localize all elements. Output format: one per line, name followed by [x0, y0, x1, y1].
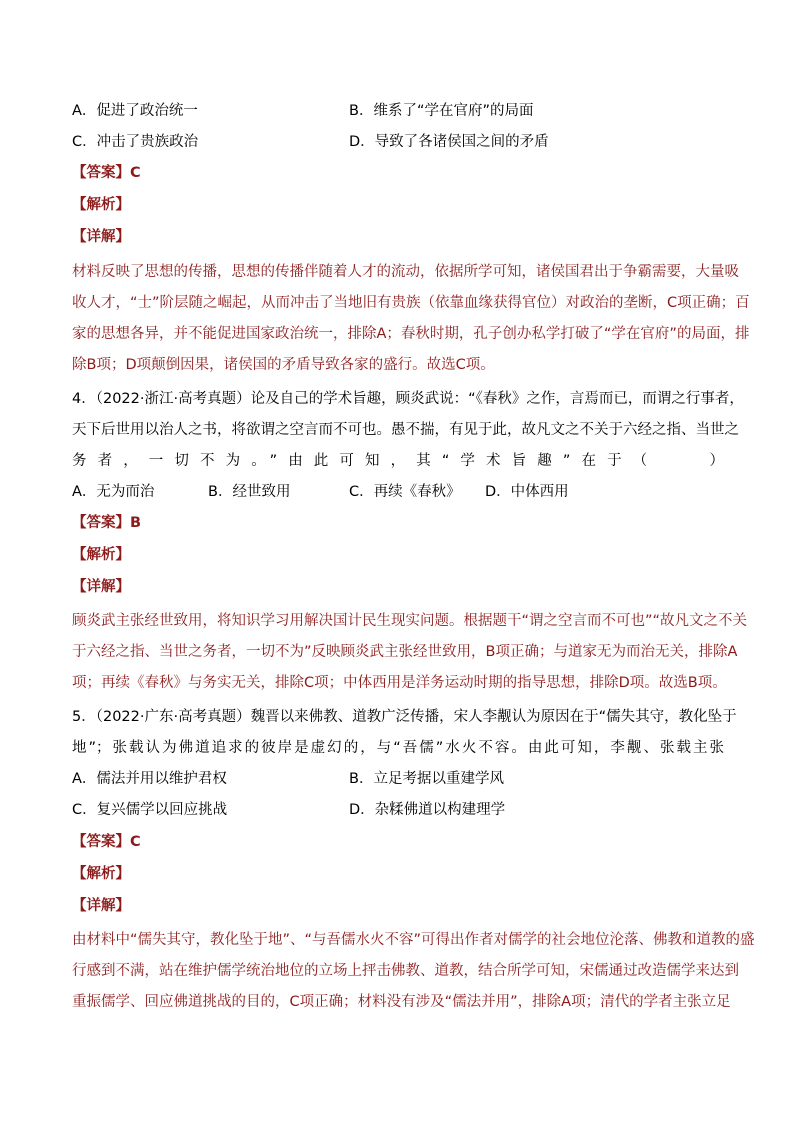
q5-explanation-line: 重振儒学、回应佛道挑战的目的，C项正确；材料没有涉及“儒法并用”，排除A项；清代的学者主张立足 — [72, 994, 731, 1010]
q5-analysis-heading: 【解析】 — [72, 866, 130, 882]
q5-option-a: A．儒法并用以维护君权 — [72, 771, 227, 787]
q3-option-a: A．促进了政治统一 — [72, 103, 198, 119]
q3-option-b: B．维系了“学在官府”的局面 — [349, 103, 534, 119]
q4-explanation — [72, 606, 748, 699]
q3-option-c: C．冲击了贵族政治 — [72, 134, 199, 150]
q3-explanation-line: 材料反映了思想的传播，思想的传播伴随着人才的流动，依据所学可知，诸侯国君出于争霸需要，大量吸 — [72, 264, 739, 280]
q4-stem-line: 4．（2022·浙江·高考真题）论及自己的学术旨趣，顾炎武说：“《春秋》之作，言焉而已，而谓之行事者， — [72, 391, 744, 407]
q5-stem-line: 5．（2022·广东·高考真题）魏晋以来佛教、道教广泛传播，宋人李觏认为原因在于“儒失其守，教化坠于 — [72, 709, 737, 725]
q4-option-d: D．中体西用 — [485, 484, 569, 500]
q3-answer: 【答案】C — [72, 165, 141, 181]
q3-detail-heading: 【详解】 — [72, 229, 130, 245]
q3-explanation-line: 除B项；D项颠倒因果，诸侯国的矛盾导致各家的盛行。故选C项。 — [72, 357, 495, 373]
q3-option-d: D．导致了各诸侯国之间的矛盾 — [349, 134, 549, 150]
q5-explanation-line: 行感到不满，站在维护儒学统治地位的立场上抨击佛教、道教，结合所学可知，宋儒通过改造儒学来达到 — [72, 963, 739, 979]
q4-stem-line: 务者，一切不为。”由此可知，其“学术旨趣”在于（ ） — [72, 453, 724, 469]
q5-answer: 【答案】C — [72, 834, 141, 850]
q5-explanation-line: 由材料中“儒失其守，教化坠于地”、“与吾儒水火不容”可得出作者对儒学的社会地位沦落、佛教和道教的盛 — [72, 932, 755, 948]
q4-option-b: B．经世致用 — [208, 484, 291, 500]
q4-option-a: A．无为而治 — [72, 484, 155, 500]
q5-detail-heading: 【详解】 — [72, 898, 130, 914]
q4-option-c: C．再续《春秋》 — [349, 484, 461, 500]
q4-explanation-line: 项；再续《春秋》与务实无关，排除C项；中体西用是洋务运动时期的指导思想，排除D项。故选B项。 — [72, 675, 727, 691]
q5-explanation — [72, 925, 755, 1018]
q4-detail-heading: 【详解】 — [72, 579, 130, 595]
q4-analysis-heading: 【解析】 — [72, 547, 130, 563]
q5-option-d: D．杂糅佛道以构建理学 — [349, 802, 506, 818]
q3-analysis-heading: 【解析】 — [72, 197, 130, 213]
q5-option-c: C．复兴儒学以回应挑战 — [72, 802, 228, 818]
q4-explanation-line: 顾炎武主张经世致用，将知识学习用解决国计民生现实问题。根据题干“谓之空言而不可也”“故凡文之不关 — [72, 613, 748, 629]
q4-answer: 【答案】B — [72, 515, 142, 531]
q4-stem — [72, 384, 744, 477]
q5-stem — [72, 702, 737, 764]
q3-explanation-line: 收人才，“士”阶层随之崛起，从而冲击了当地旧有贵族（依靠血缘获得官位）对政治的垄断，C项正确；百 — [72, 295, 750, 311]
q5-option-b: B．立足考据以重建学风 — [349, 771, 504, 787]
q4-stem-line: 天下后世用以治人之书，将欲谓之空言而不可也。愚不揣，有见于此，故凡文之不关于六经之指、当世之 — [72, 422, 739, 438]
q4-explanation-line: 于六经之指、当世之务者，一切不为”反映顾炎武主张经世致用，B项正确；与道家无为而治无关，排除A — [72, 644, 738, 660]
q5-stem-line: 地”；张载认为佛道追求的彼岸是虚幻的，与“吾儒”水火不容。由此可知，李觏、张载主张 — [72, 740, 724, 756]
q3-explanation-line: 家的思想各异，并不能促进国家政治统一，排除A；春秋时期，孔子创办私学打破了“学在官府”的局面，排 — [72, 326, 750, 342]
q3-explanation — [72, 257, 750, 381]
